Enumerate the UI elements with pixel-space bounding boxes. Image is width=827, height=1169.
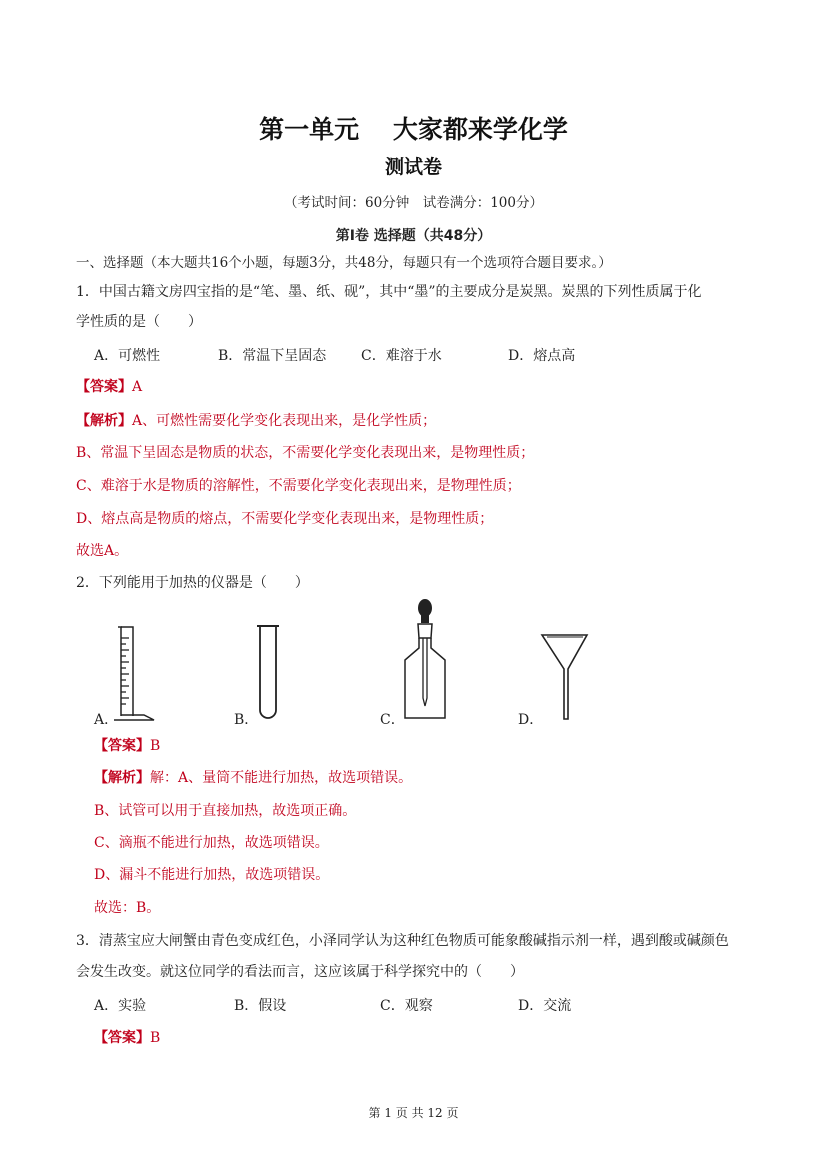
q2-analysis-b: B、试管可以用于直接加热，故选项正确。 [94, 803, 357, 819]
q1-option-b: B．常温下呈固态 [218, 348, 327, 364]
answer-tag: 【答案】 [94, 738, 150, 754]
q1-analysis-c: C、难溶于水是物质的溶解性，不需要化学变化表现出来，是物理性质； [76, 478, 521, 494]
q3-answer-value: B [150, 1030, 161, 1046]
q1-stem-line2: 学性质的是（ ） [76, 314, 202, 330]
q1-analysis-d: D、熔点高是物质的熔点，不需要化学变化表现出来，是物理性质； [76, 511, 494, 527]
q1-option-a: A．可燃性 [94, 348, 161, 364]
q1-option-d: D．熔点高 [508, 348, 576, 364]
q1-answer-value: A [132, 379, 143, 395]
q3-option-b: B．假设 [234, 998, 287, 1014]
section-title: 第Ⅰ卷 选择题（共48分） [335, 228, 492, 244]
q2-option-c: C． [380, 712, 405, 728]
funnel-icon [540, 633, 590, 723]
q1-analysis-a-text: A、可燃性需要化学变化表现出来，是化学性质； [132, 413, 437, 429]
q1-analysis-a [76, 410, 436, 430]
q2-answer-value: B [150, 738, 161, 754]
q1-conclusion: 故选A。 [76, 543, 129, 559]
document-subtitle: 测试卷 [384, 156, 442, 178]
graduated-cylinder-icon [112, 626, 162, 722]
analysis-tag: 【解析】 [94, 770, 150, 786]
q2-answer [94, 735, 160, 755]
q3-option-a: A．实验 [94, 998, 147, 1014]
q2-option-a: A． [94, 712, 119, 728]
page-footer: 第 1 页 共 12 页 [368, 1106, 459, 1120]
q3-stem-line2: 会发生改变。就这位同学的看法而言，这应该属于科学探究中的（ ） [76, 964, 524, 980]
document-title: 第一单元 大家都来学化学 [259, 115, 568, 144]
dropper-bottle-icon [402, 598, 448, 724]
q2-stem: 2．下列能用于加热的仪器是（ ） [76, 575, 309, 591]
q2-option-d: D． [518, 712, 544, 728]
instructions: 一、选择题（本大题共16个小题，每题3分，共48分，每题只有一个选项符合题目要求。） [76, 255, 612, 271]
q1-answer [76, 376, 142, 396]
q2-option-b: B． [234, 712, 259, 728]
q3-option-d: D．交流 [518, 998, 572, 1014]
q2-analysis-d: D、漏斗不能进行加热，故选项错误。 [94, 867, 330, 883]
answer-tag: 【答案】 [94, 1030, 150, 1046]
q1-stem-line1: 1．中国古籍文房四宝指的是“笔、墨、纸、砚”，其中“墨”的主要成分是炭黑。炭黑的下列性质属于化 [76, 284, 702, 300]
q3-option-c: C．观察 [380, 998, 433, 1014]
q2-analysis-a-text: 解：A、量筒不能进行加热，故选项错误。 [150, 770, 413, 786]
exam-info: （考试时间：60分钟 试卷满分：100分） [284, 195, 543, 211]
q2-analysis-c: C、滴瓶不能进行加热，故选项错误。 [94, 835, 329, 851]
analysis-tag: 【解析】 [76, 413, 132, 429]
q1-analysis-b: B、常温下呈固态是物质的状态，不需要化学变化表现出来，是物理性质； [76, 445, 535, 461]
q2-analysis-a [94, 767, 412, 787]
answer-tag: 【答案】 [76, 379, 132, 395]
test-tube-icon [255, 624, 281, 722]
q2-conclusion: 故选：B。 [94, 900, 161, 916]
q3-answer [94, 1027, 160, 1047]
q1-option-c: C．难溶于水 [361, 348, 442, 364]
q3-stem-line1: 3．清蒸宝应大闸蟹由青色变成红色，小泽同学认为这种红色物质可能象酸碱指示剂一样，遇到酸或碱颜色 [76, 933, 729, 949]
